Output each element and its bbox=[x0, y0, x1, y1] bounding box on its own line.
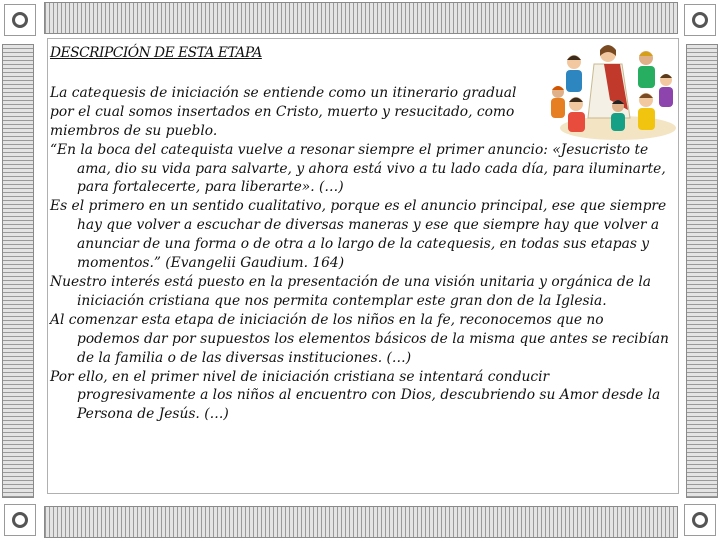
section-title: DESCRIPCIÓN DE ESTA ETAPA bbox=[50, 45, 262, 61]
frame-bottom-bar bbox=[44, 506, 678, 538]
paragraph-interest: Nuestro interés está puesto en la presentación de una visión unitaria y orgánica de la iniciación cristiana que nos permita contemplar este gran don de la Iglesia. bbox=[50, 273, 651, 309]
ring-icon bbox=[692, 512, 708, 528]
frame-corner-bottom-right bbox=[684, 504, 716, 536]
paragraph-quote-start: “En la boca del catequista vuelve a resonar siempre el primer anuncio: «Jesucristo te ama, dio su vida para salvarte, y ahora está vivo a tu lado cada día, para iluminarte, para fortalecerte, para liberarte». (…) bbox=[50, 141, 666, 196]
paragraph-conclusion: Por ello, en el primer nivel de iniciación cristiana se intentará conducir progresivamente a los niños al encuentro con Dios, descubriendo su Amor desde la Persona de Jesús. (…) bbox=[50, 368, 661, 423]
frame-top-bar bbox=[44, 2, 678, 34]
frame-corner-top-right bbox=[684, 4, 716, 36]
paragraph-quote-end: Es el primero en un sentido cualitativo, porque es el anuncio principal, ese que siempre hay que volver a escuchar de diversas maneras y ese que siempre hay que volver a anunciar de una forma o de otra a lo largo de la catequesis, en todas sus etapas y momentos.” (Evangelii Gaudium. 164) bbox=[50, 198, 667, 272]
text-block bbox=[50, 44, 670, 424]
frame-left-bar bbox=[2, 44, 34, 498]
paragraph-intro bbox=[50, 84, 670, 141]
ring-icon bbox=[12, 12, 28, 28]
paragraph-beginning: Al comenzar esta etapa de iniciación de los niños en la fe, reconocemos que no podemos dar por supuestos los elementos básicos de la misma que antes se recibían de la familia o de las diversas instituciones. (…) bbox=[50, 311, 669, 366]
ring-icon bbox=[12, 512, 28, 528]
intro-text: La catequesis de iniciación se entiende como un itinerario gradual por el cual somos insertados en Cristo, muerto y resucitado, como miembros de su pueblo. bbox=[50, 84, 517, 139]
frame-corner-top-left bbox=[4, 4, 36, 36]
frame-right-bar bbox=[686, 44, 718, 498]
ring-icon bbox=[692, 12, 708, 28]
frame-corner-bottom-left bbox=[4, 504, 36, 536]
